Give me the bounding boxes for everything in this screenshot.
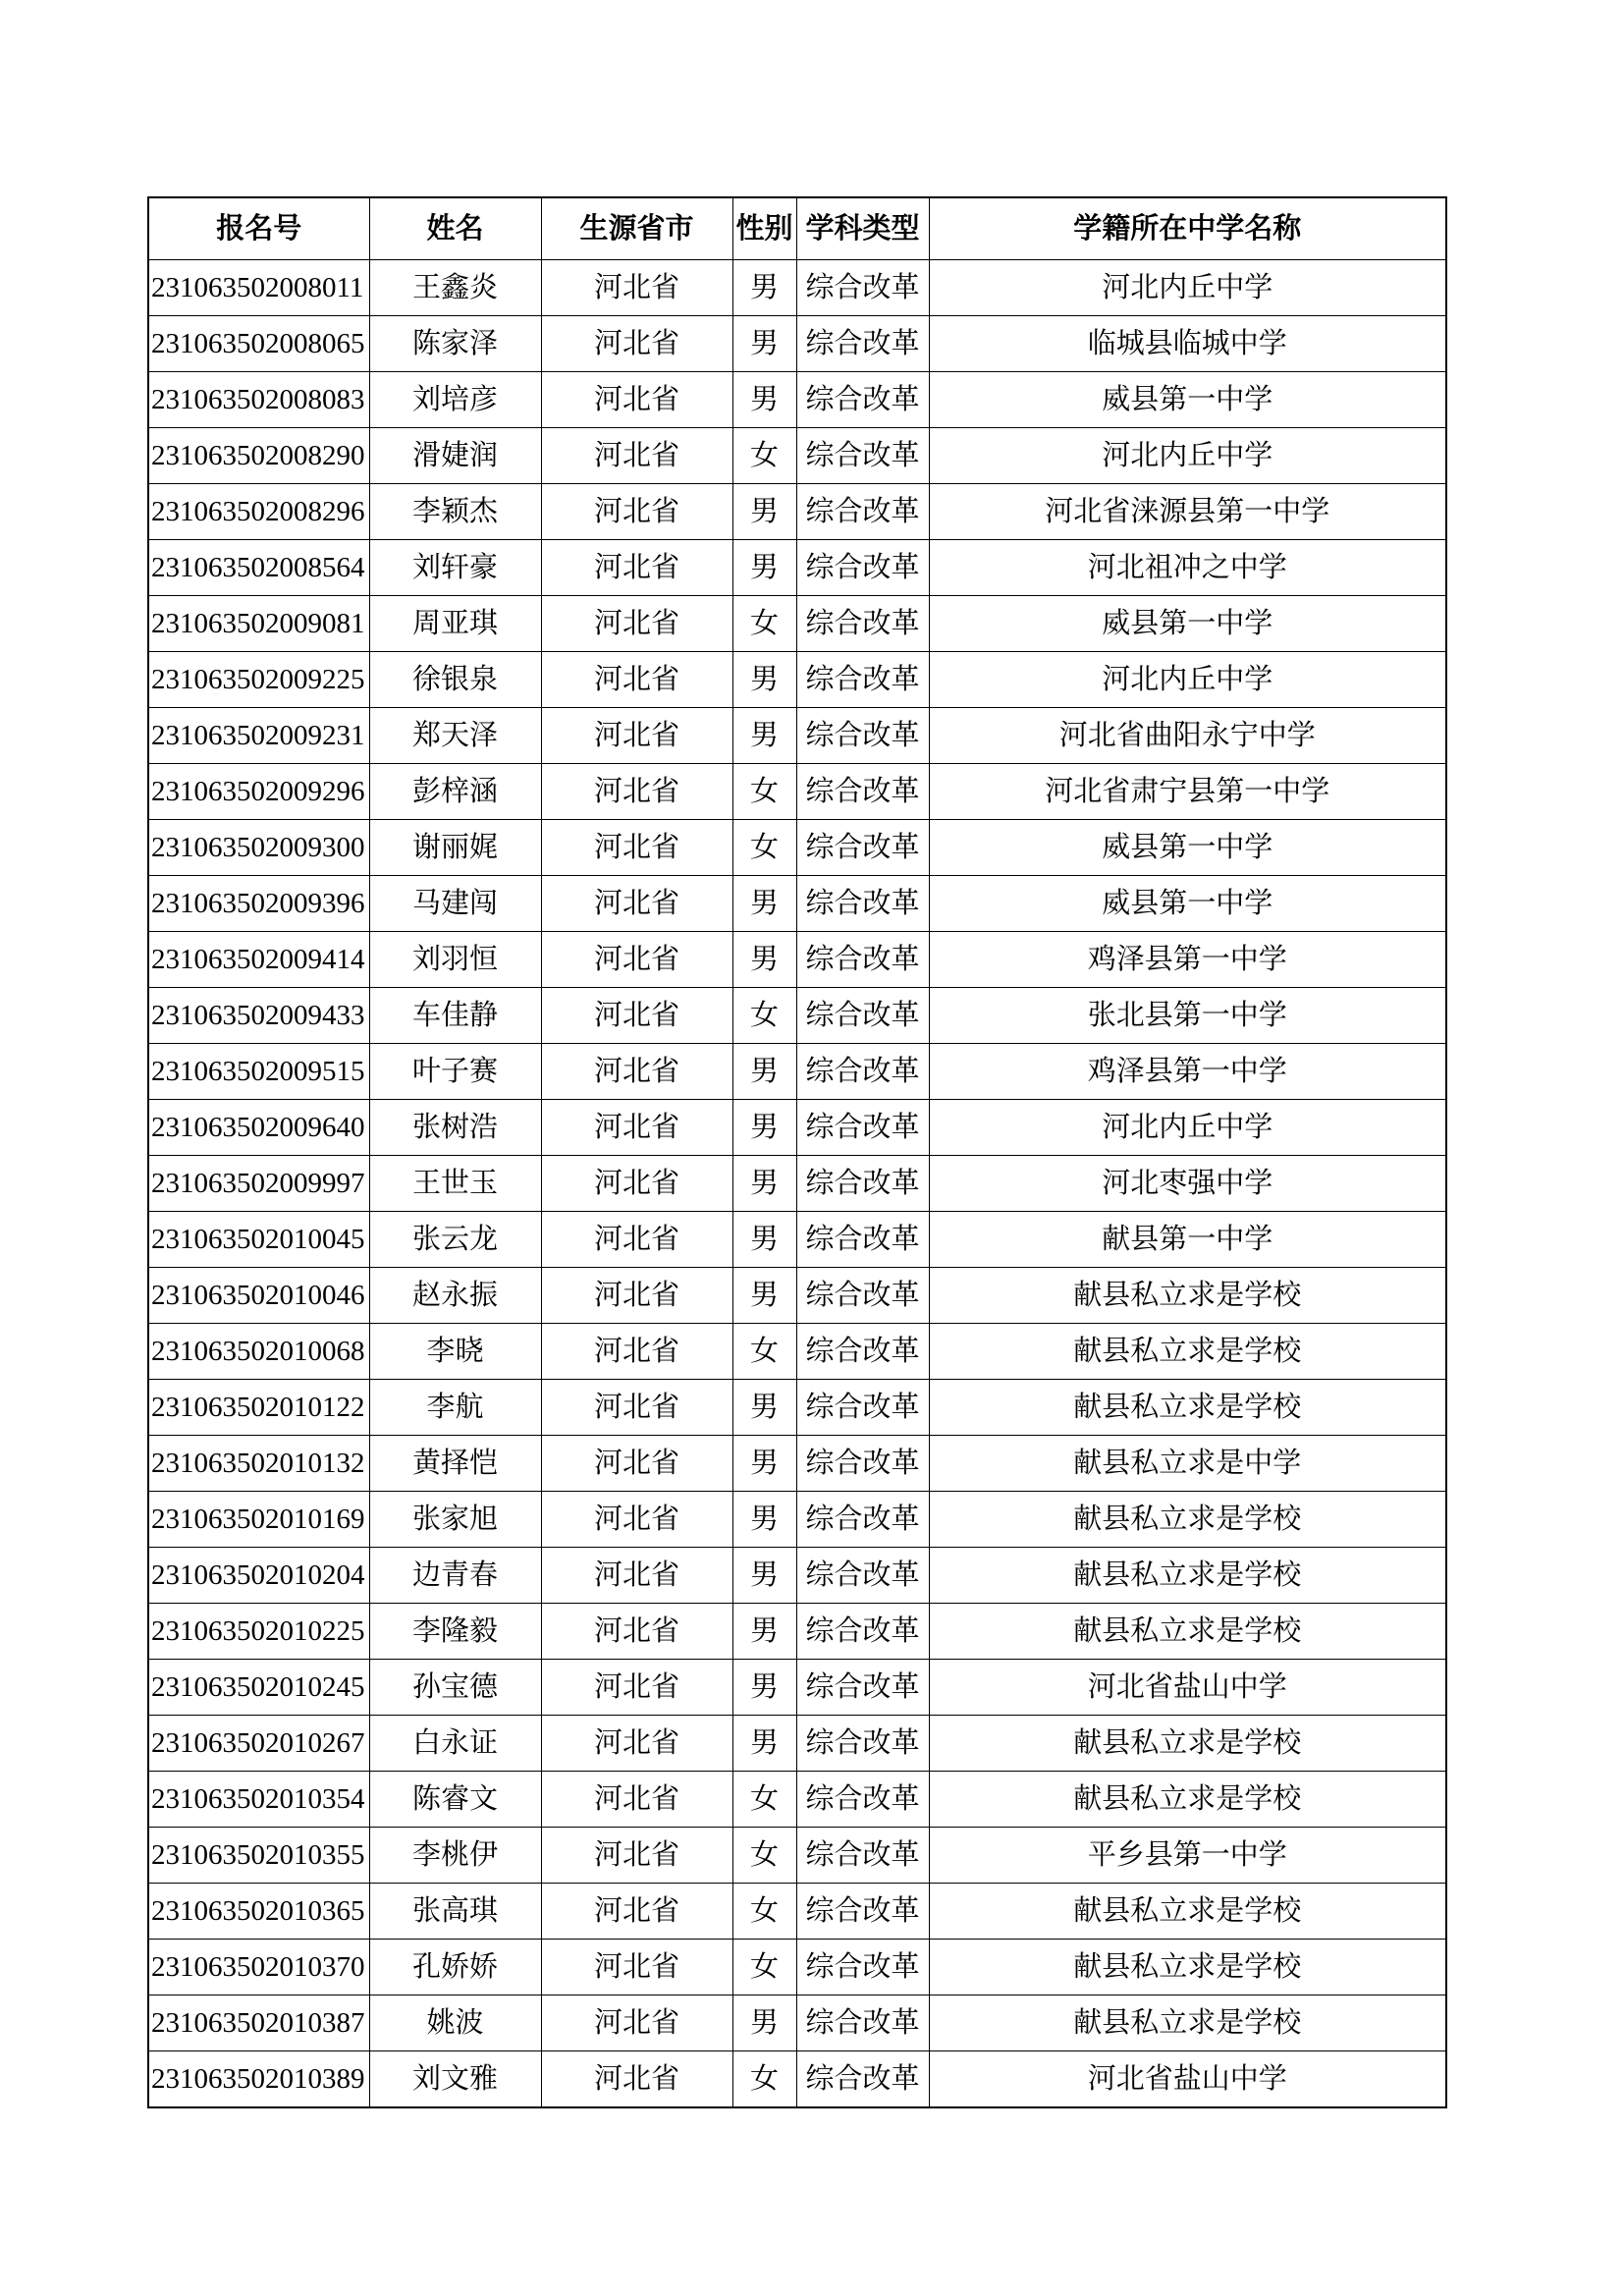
- student-name-cell: 边青春: [369, 1548, 541, 1604]
- table-row: [148, 988, 1446, 1044]
- school-name-cell: 河北内丘中学: [929, 428, 1446, 484]
- gender-cell: 女: [732, 1940, 796, 1995]
- table-row: [148, 1660, 1446, 1716]
- subject-type-cell: 综合改革: [796, 372, 929, 428]
- student-name-cell: 车佳静: [369, 988, 541, 1044]
- province-column-header: 生源省市: [541, 197, 732, 260]
- subject-type-cell: 综合改革: [796, 708, 929, 764]
- registration-number-cell: 231063502009414: [148, 932, 369, 988]
- province-cell: 河北省: [541, 1548, 732, 1604]
- student-name-cell: 马建闯: [369, 876, 541, 932]
- province-cell: 河北省: [541, 1212, 732, 1268]
- gender-cell: 男: [732, 1380, 796, 1436]
- subject-type-cell: 综合改革: [796, 932, 929, 988]
- school-name-cell: 威县第一中学: [929, 876, 1446, 932]
- school-name-cell: 河北省涞源县第一中学: [929, 484, 1446, 540]
- subject-type-cell: 综合改革: [796, 1940, 929, 1995]
- gender-cell: 男: [732, 932, 796, 988]
- table-header-row: [148, 197, 1446, 260]
- subject-type-cell: 综合改革: [796, 1548, 929, 1604]
- registration-number-cell: 231063502008083: [148, 372, 369, 428]
- school-name-cell: 河北枣强中学: [929, 1156, 1446, 1212]
- gender-cell: 男: [732, 1548, 796, 1604]
- student-name-cell: 张树浩: [369, 1100, 541, 1156]
- province-cell: 河北省: [541, 1716, 732, 1772]
- province-cell: 河北省: [541, 260, 732, 316]
- province-cell: 河北省: [541, 1156, 732, 1212]
- registration-number-cell: 231063502009997: [148, 1156, 369, 1212]
- gender-cell: 男: [732, 652, 796, 708]
- school-name-cell: 河北祖冲之中学: [929, 540, 1446, 596]
- student-name-cell: 白永证: [369, 1716, 541, 1772]
- school-name-cell: 献县私立求是学校: [929, 1380, 1446, 1436]
- registration-number-cell: 231063502008564: [148, 540, 369, 596]
- province-cell: 河北省: [541, 1995, 732, 2051]
- school-name-cell: 河北省盐山中学: [929, 2051, 1446, 2108]
- school-name-cell: 献县私立求是学校: [929, 1884, 1446, 1940]
- student-name-cell: 赵永振: [369, 1268, 541, 1324]
- student-name-cell: 周亚琪: [369, 596, 541, 652]
- gender-cell: 男: [732, 260, 796, 316]
- registration-number-cell: 231063502010355: [148, 1828, 369, 1884]
- registration-number-cell: 231063502009225: [148, 652, 369, 708]
- student-name-cell: 李晓: [369, 1324, 541, 1380]
- student-name-cell: 孔娇娇: [369, 1940, 541, 1995]
- province-cell: 河北省: [541, 708, 732, 764]
- province-cell: 河北省: [541, 764, 732, 820]
- table-row: [148, 260, 1446, 316]
- school-name-cell: 威县第一中学: [929, 596, 1446, 652]
- registration-number-cell: 231063502010365: [148, 1884, 369, 1940]
- registration-number-cell: 231063502009081: [148, 596, 369, 652]
- table-row: [148, 540, 1446, 596]
- subject-type-cell: 综合改革: [796, 764, 929, 820]
- province-cell: 河北省: [541, 2051, 732, 2108]
- gender-cell: 女: [732, 764, 796, 820]
- student-name-cell: 张云龙: [369, 1212, 541, 1268]
- province-cell: 河北省: [541, 1604, 732, 1660]
- table-row: [148, 652, 1446, 708]
- gender-cell: 男: [732, 372, 796, 428]
- gender-cell: 女: [732, 1884, 796, 1940]
- registration-number-cell: 231063502009640: [148, 1100, 369, 1156]
- registration-number-cell: 231063502009433: [148, 988, 369, 1044]
- subject-type-cell: 综合改革: [796, 428, 929, 484]
- student-name-cell: 李桃伊: [369, 1828, 541, 1884]
- registration-number-cell: 231063502008065: [148, 316, 369, 372]
- registration-number-cell: 231063502010267: [148, 1716, 369, 1772]
- student-name-cell: 陈家泽: [369, 316, 541, 372]
- registration-number-cell: 231063502009296: [148, 764, 369, 820]
- student-name-cell: 姚波: [369, 1995, 541, 2051]
- student-name-cell: 陈睿文: [369, 1772, 541, 1828]
- table-row: [148, 764, 1446, 820]
- table-row: [148, 484, 1446, 540]
- school-name-cell: 鸡泽县第一中学: [929, 932, 1446, 988]
- province-cell: 河北省: [541, 820, 732, 876]
- school-name-cell: 献县私立求是学校: [929, 1268, 1446, 1324]
- table-row: [148, 708, 1446, 764]
- student-name-cell: 李航: [369, 1380, 541, 1436]
- registration-number-cell: 231063502010225: [148, 1604, 369, 1660]
- subject-type-cell: 综合改革: [796, 1100, 929, 1156]
- table-row: [148, 428, 1446, 484]
- student-name-cell: 王鑫炎: [369, 260, 541, 316]
- gender-cell: 男: [732, 1436, 796, 1492]
- gender-cell: 女: [732, 596, 796, 652]
- school-name-column-header: 学籍所在中学名称: [929, 197, 1446, 260]
- registration-number-cell: 231063502010354: [148, 1772, 369, 1828]
- table-row: [148, 596, 1446, 652]
- school-name-cell: 张北县第一中学: [929, 988, 1446, 1044]
- subject-type-cell: 综合改革: [796, 988, 929, 1044]
- subject-type-cell: 综合改革: [796, 1044, 929, 1100]
- registration-number-cell: 231063502010046: [148, 1268, 369, 1324]
- school-name-cell: 河北省曲阳永宁中学: [929, 708, 1446, 764]
- province-cell: 河北省: [541, 1884, 732, 1940]
- student-table: [147, 196, 1447, 2108]
- student-name-column-header: 姓名: [369, 197, 541, 260]
- student-name-cell: 刘文雅: [369, 2051, 541, 2108]
- registration-number-cell: 231063502009231: [148, 708, 369, 764]
- registration-number-cell: 231063502008290: [148, 428, 369, 484]
- province-cell: 河北省: [541, 1772, 732, 1828]
- gender-cell: 男: [732, 1492, 796, 1548]
- gender-cell: 男: [732, 484, 796, 540]
- table-row: [148, 1828, 1446, 1884]
- school-name-cell: 临城县临城中学: [929, 316, 1446, 372]
- province-cell: 河北省: [541, 1436, 732, 1492]
- subject-type-cell: 综合改革: [796, 1156, 929, 1212]
- registration-number-cell: 231063502009396: [148, 876, 369, 932]
- province-cell: 河北省: [541, 316, 732, 372]
- province-cell: 河北省: [541, 652, 732, 708]
- subject-type-cell: 综合改革: [796, 1436, 929, 1492]
- subject-type-cell: 综合改革: [796, 1772, 929, 1828]
- province-cell: 河北省: [541, 1380, 732, 1436]
- table-row: [148, 372, 1446, 428]
- table-row: [148, 1492, 1446, 1548]
- table-row: [148, 1995, 1446, 2051]
- gender-cell: 女: [732, 2051, 796, 2108]
- table-row: [148, 1324, 1446, 1380]
- table-row: [148, 1100, 1446, 1156]
- registration-number-cell: 231063502010370: [148, 1940, 369, 1995]
- gender-cell: 男: [732, 1156, 796, 1212]
- registration-number-cell: 231063502010045: [148, 1212, 369, 1268]
- gender-cell: 女: [732, 428, 796, 484]
- table-row: [148, 1772, 1446, 1828]
- province-cell: 河北省: [541, 1660, 732, 1716]
- student-name-cell: 刘轩豪: [369, 540, 541, 596]
- gender-cell: 男: [732, 1604, 796, 1660]
- registration-number-cell: 231063502010132: [148, 1436, 369, 1492]
- table-row: [148, 1212, 1446, 1268]
- student-name-cell: 郑天泽: [369, 708, 541, 764]
- student-name-cell: 刘培彦: [369, 372, 541, 428]
- province-cell: 河北省: [541, 1828, 732, 1884]
- subject-type-cell: 综合改革: [796, 1492, 929, 1548]
- school-name-cell: 鸡泽县第一中学: [929, 1044, 1446, 1100]
- subject-type-cell: 综合改革: [796, 1380, 929, 1436]
- school-name-cell: 献县私立求是学校: [929, 1324, 1446, 1380]
- school-name-cell: 河北省肃宁县第一中学: [929, 764, 1446, 820]
- province-cell: 河北省: [541, 372, 732, 428]
- province-cell: 河北省: [541, 428, 732, 484]
- table-row: [148, 316, 1446, 372]
- school-name-cell: 平乡县第一中学: [929, 1828, 1446, 1884]
- registration-number-cell: 231063502010169: [148, 1492, 369, 1548]
- student-name-cell: 李隆毅: [369, 1604, 541, 1660]
- student-name-cell: 张高琪: [369, 1884, 541, 1940]
- gender-cell: 男: [732, 708, 796, 764]
- table-row: [148, 1156, 1446, 1212]
- subject-type-cell: 综合改革: [796, 2051, 929, 2108]
- province-cell: 河北省: [541, 484, 732, 540]
- table-row: [148, 1884, 1446, 1940]
- registration-number-cell: 231063502010245: [148, 1660, 369, 1716]
- table-row: [148, 1716, 1446, 1772]
- table-row: [148, 1436, 1446, 1492]
- table-header: [148, 197, 1446, 260]
- subject-type-cell: 综合改革: [796, 484, 929, 540]
- school-name-cell: 河北内丘中学: [929, 652, 1446, 708]
- subject-type-cell: 综合改革: [796, 652, 929, 708]
- student-name-cell: 黄择恺: [369, 1436, 541, 1492]
- gender-column-header: 性别: [732, 197, 796, 260]
- table-row: [148, 1380, 1446, 1436]
- province-cell: 河北省: [541, 1324, 732, 1380]
- table-row: [148, 2051, 1446, 2108]
- school-name-cell: 献县私立求是中学: [929, 1436, 1446, 1492]
- table-row: [148, 1044, 1446, 1100]
- school-name-cell: 威县第一中学: [929, 820, 1446, 876]
- school-name-cell: 献县私立求是学校: [929, 1492, 1446, 1548]
- subject-type-cell: 综合改革: [796, 1995, 929, 2051]
- registration-number-cell: 231063502010387: [148, 1995, 369, 2051]
- province-cell: 河北省: [541, 540, 732, 596]
- table-row: [148, 876, 1446, 932]
- gender-cell: 女: [732, 1324, 796, 1380]
- subject-type-cell: 综合改革: [796, 316, 929, 372]
- table-row: [148, 1548, 1446, 1604]
- gender-cell: 男: [732, 1660, 796, 1716]
- school-name-cell: 献县私立求是学校: [929, 1995, 1446, 2051]
- school-name-cell: 河北省盐山中学: [929, 1660, 1446, 1716]
- school-name-cell: 献县私立求是学校: [929, 1940, 1446, 1995]
- gender-cell: 男: [732, 540, 796, 596]
- gender-cell: 男: [732, 1995, 796, 2051]
- gender-cell: 女: [732, 1828, 796, 1884]
- gender-cell: 男: [732, 316, 796, 372]
- gender-cell: 女: [732, 988, 796, 1044]
- province-cell: 河北省: [541, 988, 732, 1044]
- student-name-cell: 刘羽恒: [369, 932, 541, 988]
- gender-cell: 男: [732, 1044, 796, 1100]
- subject-type-cell: 综合改革: [796, 596, 929, 652]
- subject-type-cell: 综合改革: [796, 820, 929, 876]
- registration-number-cell: 231063502009300: [148, 820, 369, 876]
- subject-type-cell: 综合改革: [796, 1660, 929, 1716]
- school-name-cell: 献县私立求是学校: [929, 1716, 1446, 1772]
- school-name-cell: 献县私立求是学校: [929, 1772, 1446, 1828]
- student-name-cell: 张家旭: [369, 1492, 541, 1548]
- subject-type-cell: 综合改革: [796, 540, 929, 596]
- province-cell: 河北省: [541, 1100, 732, 1156]
- province-cell: 河北省: [541, 1268, 732, 1324]
- table-body: [148, 260, 1446, 2108]
- table-row: [148, 932, 1446, 988]
- subject-type-cell: 综合改革: [796, 1268, 929, 1324]
- student-name-cell: 叶子赛: [369, 1044, 541, 1100]
- school-name-cell: 威县第一中学: [929, 372, 1446, 428]
- gender-cell: 男: [732, 876, 796, 932]
- student-name-cell: 彭梓涵: [369, 764, 541, 820]
- registration-number-cell: 231063502009515: [148, 1044, 369, 1100]
- subject-type-cell: 综合改革: [796, 876, 929, 932]
- subject-type-cell: 综合改革: [796, 1884, 929, 1940]
- registration-number-column-header: 报名号: [148, 197, 369, 260]
- school-name-cell: 献县私立求是学校: [929, 1548, 1446, 1604]
- student-name-cell: 王世玉: [369, 1156, 541, 1212]
- subject-type-cell: 综合改革: [796, 1212, 929, 1268]
- school-name-cell: 献县私立求是学校: [929, 1604, 1446, 1660]
- province-cell: 河北省: [541, 1492, 732, 1548]
- province-cell: 河北省: [541, 876, 732, 932]
- gender-cell: 女: [732, 1772, 796, 1828]
- subject-type-cell: 综合改革: [796, 1604, 929, 1660]
- gender-cell: 男: [732, 1212, 796, 1268]
- registration-number-cell: 231063502008011: [148, 260, 369, 316]
- table-row: [148, 1604, 1446, 1660]
- province-cell: 河北省: [541, 1044, 732, 1100]
- province-cell: 河北省: [541, 932, 732, 988]
- province-cell: 河北省: [541, 1940, 732, 1995]
- registration-number-cell: 231063502008296: [148, 484, 369, 540]
- table-row: [148, 1268, 1446, 1324]
- student-name-cell: 谢丽娓: [369, 820, 541, 876]
- registration-number-cell: 231063502010068: [148, 1324, 369, 1380]
- student-name-cell: 孙宝德: [369, 1660, 541, 1716]
- registration-number-cell: 231063502010122: [148, 1380, 369, 1436]
- subject-type-cell: 综合改革: [796, 1828, 929, 1884]
- gender-cell: 男: [732, 1716, 796, 1772]
- gender-cell: 男: [732, 1100, 796, 1156]
- registration-number-cell: 231063502010389: [148, 2051, 369, 2108]
- school-name-cell: 河北内丘中学: [929, 260, 1446, 316]
- student-name-cell: 李颖杰: [369, 484, 541, 540]
- subject-type-cell: 综合改革: [796, 1324, 929, 1380]
- subject-type-column-header: 学科类型: [796, 197, 929, 260]
- gender-cell: 女: [732, 820, 796, 876]
- table-row: [148, 820, 1446, 876]
- province-cell: 河北省: [541, 596, 732, 652]
- school-name-cell: 献县第一中学: [929, 1212, 1446, 1268]
- registration-number-cell: 231063502010204: [148, 1548, 369, 1604]
- table-row: [148, 1940, 1446, 1995]
- student-name-cell: 滑婕润: [369, 428, 541, 484]
- student-name-cell: 徐银泉: [369, 652, 541, 708]
- gender-cell: 男: [732, 1268, 796, 1324]
- school-name-cell: 河北内丘中学: [929, 1100, 1446, 1156]
- subject-type-cell: 综合改革: [796, 1716, 929, 1772]
- subject-type-cell: 综合改革: [796, 260, 929, 316]
